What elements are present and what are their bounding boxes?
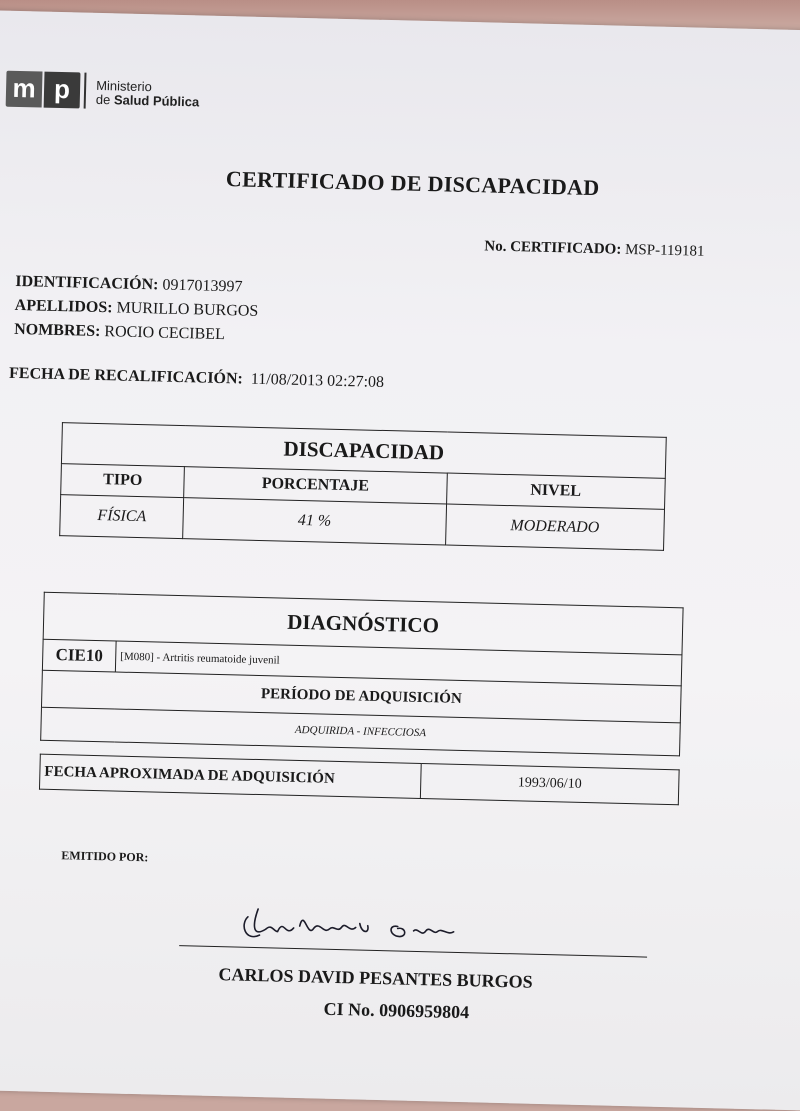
nombres-label: NOMBRES: (13, 320, 101, 341)
logo-letter-m: m (6, 71, 43, 108)
cie-label: CIE10 (42, 639, 116, 672)
document-title: CERTIFICADO DE DISCAPACIDAD (225, 166, 600, 201)
cie-value: [M080] - Artritis reumatoide juvenil (115, 641, 682, 686)
logo-text (96, 79, 200, 110)
diagnostico-table (40, 592, 683, 757)
col-nivel: NIVEL (446, 473, 665, 509)
col-tipo: TIPO (61, 464, 185, 498)
nombres-value: ROCIO CECIBEL (104, 323, 226, 344)
fecha-adquisicion-table (39, 754, 680, 806)
value-nivel: MODERADO (445, 504, 664, 550)
identificacion-value: 0917013997 (162, 276, 243, 296)
fecha-adquisicion-label: FECHA APROXIMADA DE ADQUISICIÓN (39, 754, 421, 798)
certificate-paper (0, 10, 800, 1111)
value-porcentaje: 41 % (183, 498, 446, 545)
recalificacion-label: FECHA DE RECALIFICACIÓN: (8, 364, 244, 388)
logo-line1: Ministerio (96, 77, 152, 95)
handwritten-signature (237, 897, 498, 953)
signer-name: CARLOS DAVID PESANTES BURGOS (218, 964, 533, 992)
msp-logo (6, 71, 200, 112)
discapacidad-table (59, 422, 667, 551)
col-porcentaje: PORCENTAJE (184, 467, 447, 504)
periodo-value: ADQUIRIDA - INFECCIOSA (41, 707, 681, 756)
apellidos-value: MURILLO BURGOS (116, 299, 259, 320)
recalificacion-value: 11/08/2013 02:27:08 (250, 370, 385, 391)
logo-letter-p: p (44, 72, 81, 109)
periodo-label: PERÍODO DE ADQUISICIÓN (41, 670, 681, 723)
certificate-value: MSP-119181 (624, 241, 705, 260)
logo-line2-de: de (95, 91, 111, 108)
certificate-label: No. CERTIFICADO: (484, 238, 622, 258)
nombres-row (14, 321, 225, 344)
logo-line2-bold: Salud Pública (113, 92, 200, 110)
discapacidad-heading: DISCAPACIDAD (61, 423, 666, 479)
apellidos-label: APELLIDOS: (14, 296, 113, 317)
identificacion-label: IDENTIFICACIÓN: (15, 272, 159, 294)
emitido-por-label: EMITIDO POR: (61, 848, 149, 865)
certificate-number (484, 238, 705, 260)
identificacion-row (15, 273, 242, 297)
value-tipo: FÍSICA (60, 495, 184, 539)
fecha-adquisicion-value: 1993/06/10 (420, 764, 679, 805)
diagnostico-heading: DIAGNÓSTICO (43, 592, 683, 655)
logo-divider (84, 73, 87, 109)
apellidos-row (15, 297, 259, 321)
recalificacion-row (9, 365, 384, 392)
signer-ci: CI No. 0906959804 (323, 998, 470, 1023)
